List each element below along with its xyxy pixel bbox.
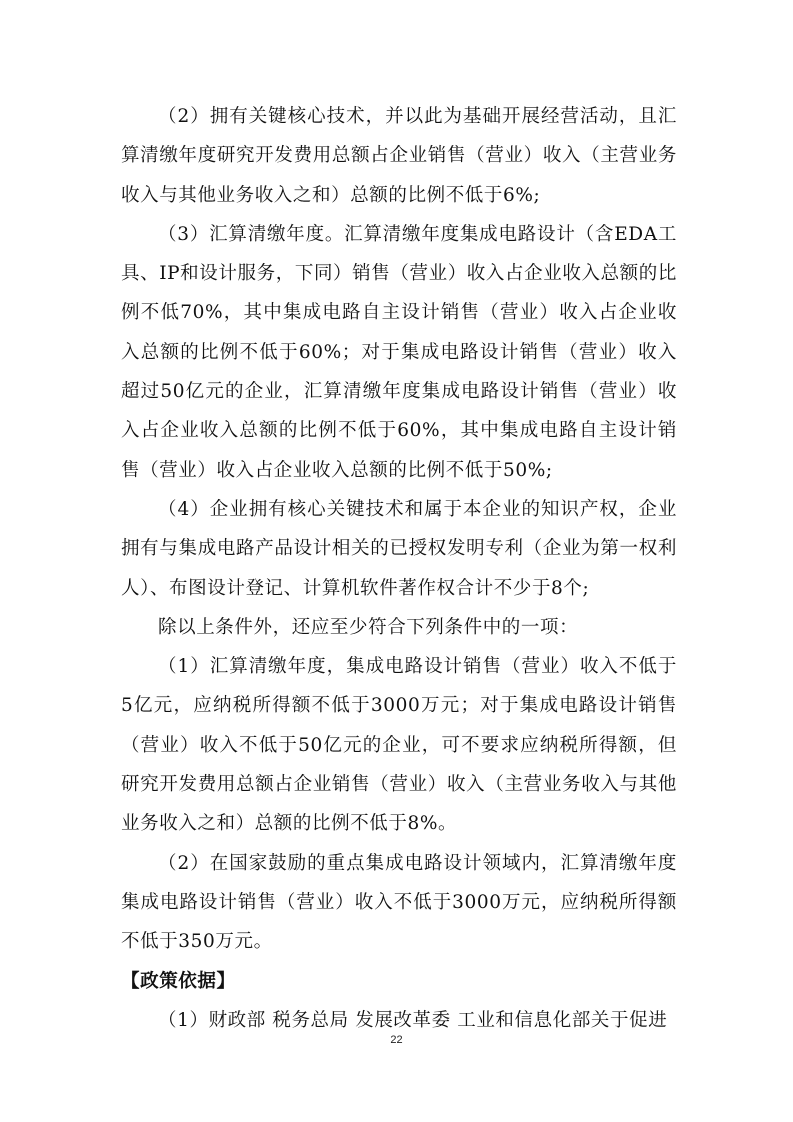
paragraph-policy-1: （1）财政部 税务总局 发展改革委 工业和信息化部关于促进 (158, 1009, 668, 1031)
paragraph-condition-4: （4）企业拥有核心关键技术和属于本企业的知识产权，企业拥有与集成电路产品设计相关的已授权发明专利（企业为第一权利人）、布图设计登记、计算机软件著作权合计不少于8个; (121, 498, 677, 599)
paragraph-condition-3: （3）汇算清缴年度。汇算清缴年度集成电路设计（含EDA工具、IP和设计服务，下同）销售（营业）收入占企业收入总额的比例不低70%，其中集成电路自主设计销售（营业）收入占企业收入总额的比例不低于60%；对于集成电路设计销售（营业）收入超过50亿元的企业，汇算清缴年度集成电路设计销售（营业）收入占企业收入总额的比例不低于60%，其中集成电路自主设计销售（营业）收入占企业收入总额的比例不低于50%; (121, 223, 677, 481)
paragraph-option-1: （1）汇算清缴年度，集成电路设计销售（营业）收入不低于5亿元，应纳税所得额不低于3000万元；对于集成电路设计销售（营业）收入不低于50亿元的企业，可不要求应纳税所得额，但研究开发费用总额占企业销售（营业）收入（主营业务收入与其他业务收入之和）总额的比例不低于8%。 (121, 656, 677, 835)
paragraph-additional-conditions: 除以上条件外，还应至少符合下列条件中的一项： (158, 616, 579, 638)
section-heading-policy-basis: 【政策依据】 (121, 970, 236, 992)
paragraph-option-2: （2）在国家鼓励的重点集成电路设计领域内，汇算清缴年度集成电路设计销售（营业）收入不低于3000万元，应纳税所得额不低于350万元。 (121, 852, 677, 953)
page-body (121, 97, 677, 1040)
page-number: 22 (390, 1034, 403, 1046)
paragraph-condition-2: （2）拥有关键核心技术，并以此为基础开展经营活动，且汇算清缴年度研究开发费用总额占企业销售（营业）收入（主营业务收入与其他业务收入之和）总额的比例不低于6%; (121, 106, 677, 206)
